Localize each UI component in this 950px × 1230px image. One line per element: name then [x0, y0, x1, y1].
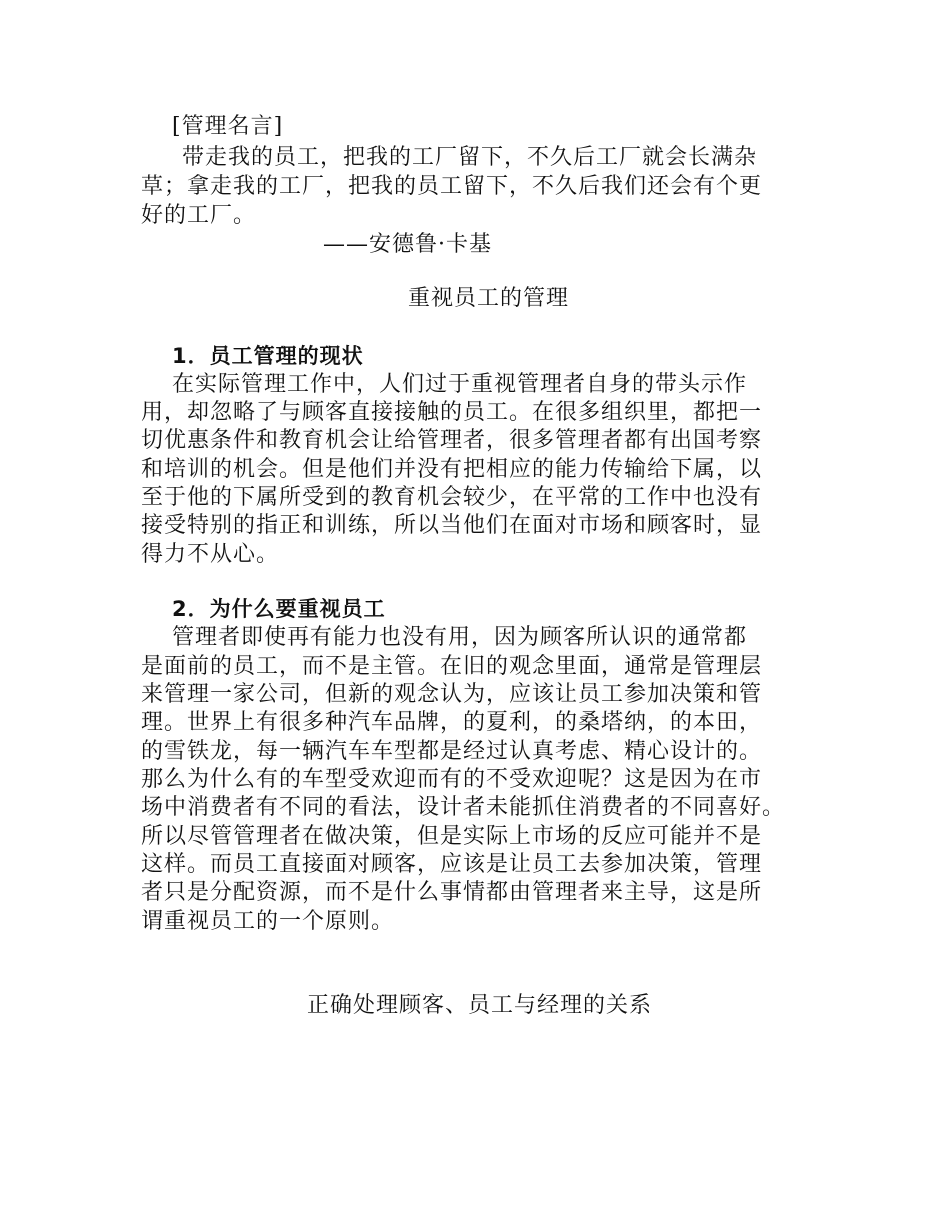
section2-line: 管理者即使再有能力也没有用，因为顾客所认识的通常都: [172, 625, 748, 650]
section2-line: 谓重视员工的一个原则。: [141, 909, 395, 934]
section1-line: 和培训的机会。但是他们并没有把相应的能力传输给下属，以: [141, 457, 763, 482]
section1-line: 至于他的下属所受到的教育机会较少，在平常的工作中也没有: [141, 485, 763, 510]
section1-line: 在实际管理工作中，人们过于重视管理者自身的带头示作: [172, 372, 748, 397]
section2-line: 这样。而员工直接面对顾客，应该是让员工去参加决策，管理: [141, 852, 763, 877]
section2-line: 场中消费者有不同的看法，设计者未能抓住消费者的不同喜好。: [141, 795, 786, 820]
section1-line: 得力不从心。: [141, 542, 280, 567]
section2-line: 来管理一家公司，但新的观念认为，应该让员工参加决策和管: [141, 682, 763, 707]
section1-line: 用，却忽略了与顾客直接接触的员工。在很多组织里，都把一: [141, 400, 763, 425]
quote-attribution: ——安德鲁·卡基: [323, 232, 492, 257]
footer-title: 正确处理顾客、员工与经理的关系: [307, 993, 653, 1018]
section2-heading: 2．为什么要重视员工: [172, 597, 386, 621]
quote-line: 带走我的员工，把我的工厂留下，不久后工厂就会长满杂: [182, 145, 758, 170]
section1-line: 切优惠条件和教育机会让给管理者，很多管理者都有出国考察: [141, 428, 763, 453]
section2-line: 理。世界上有很多种汽车品牌，的夏利，的桑塔纳，的本田，: [141, 710, 763, 735]
section1-heading: 1．员工管理的现状: [172, 344, 364, 368]
section2-line: 那么为什么有的车型受欢迎而有的不受欢迎呢？这是因为在市: [141, 767, 763, 792]
section1-line: 接受特别的指正和训练，所以当他们在面对市场和顾客时，显: [141, 513, 763, 538]
section2-line: 所以尽管管理者在做决策，但是实际上市场的反应可能并不是: [141, 824, 763, 849]
quote-line: 草；拿走我的工厂，把我的员工留下，不久后我们还会有个更: [141, 174, 763, 199]
section2-line: 的雪铁龙，每一辆汽车车型都是经过认真考虑、精心设计的。: [141, 739, 763, 764]
article-title: 重视员工的管理: [408, 286, 570, 311]
section2-line: 是面前的员工，而不是主管。在旧的观念里面，通常是管理层: [141, 654, 763, 679]
quote-line: 好的工厂。: [141, 203, 257, 228]
section2-line: 者只是分配资源，而不是什么事情都由管理者来主导，这是所: [141, 880, 763, 905]
quote-label: [管理名言]: [172, 114, 284, 139]
